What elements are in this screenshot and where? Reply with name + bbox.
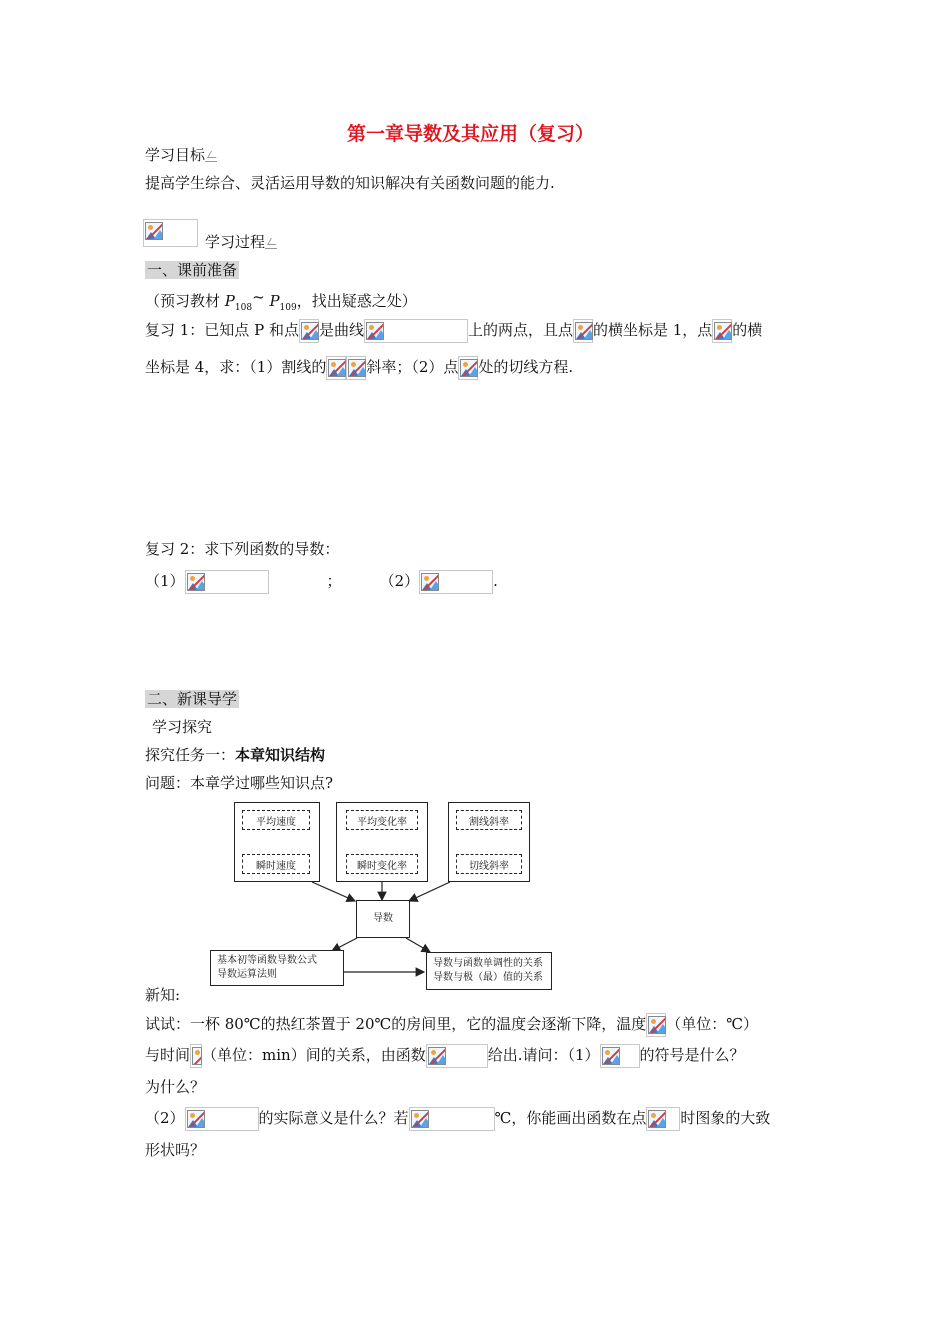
review1-line1: [145, 318, 762, 343]
diagram-bottom-left-line1: 基本初等函数导数公式: [217, 955, 317, 966]
image-placeholder-icon: [185, 570, 269, 594]
image-placeholder-icon: [419, 570, 493, 594]
try-text-c: 与时间: [145, 1046, 191, 1064]
diagram-right-bottom: 切线斜率: [456, 854, 522, 874]
page-ref-end: P: [269, 292, 280, 310]
diagram-mid-bottom: 瞬时变化率: [346, 854, 418, 874]
section1-heading-text: 一、课前准备: [147, 261, 238, 279]
review1-text-e: 的横: [732, 321, 763, 339]
page-ref-start: P: [224, 292, 235, 310]
process-heading: [205, 232, 277, 252]
review1-text-h: 处的切线方程.: [478, 358, 574, 376]
try-text-f: 的符号是什么？: [639, 1046, 745, 1064]
image-placeholder-icon: [190, 1044, 202, 1068]
diagram-bottom-left-line2: 导数运算法则: [217, 969, 277, 980]
review1-text-a: 复习 1：已知点 P 和点: [145, 321, 299, 339]
mark-icon: [205, 151, 217, 162]
try-text-e: 给出.请问：（1）: [487, 1046, 600, 1064]
review2-item1-label: （1）: [145, 572, 185, 590]
image-placeholder-icon: [573, 319, 593, 343]
image-placeholder-icon: [143, 219, 198, 247]
try-text-h: （2）: [145, 1109, 185, 1127]
diagram-left-top: 平均速度: [242, 810, 310, 830]
preview-line: [145, 287, 417, 318]
image-placeholder-icon: [426, 1044, 488, 1068]
image-placeholder-icon: [185, 1107, 259, 1131]
diagram-center: 导数: [356, 900, 410, 938]
process-heading-text: 学习过程: [205, 233, 266, 251]
preview-open: （预习教材: [145, 292, 221, 310]
image-placeholder-icon: [600, 1044, 640, 1068]
image-placeholder-icon: [326, 356, 346, 380]
page-ref-end-number: 109: [279, 303, 297, 313]
review1-text-d: 的横坐标是 1，点: [592, 321, 713, 339]
image-placeholder-icon: [364, 319, 468, 343]
review1-text-g: 斜率；（2）点: [366, 358, 459, 376]
diagram-mid-top: 平均变化率: [346, 810, 418, 830]
image-placeholder-icon: [409, 1107, 495, 1131]
review2-items: [145, 569, 498, 594]
review1-text-f: 坐标是 4，求：（1）割线的: [145, 358, 327, 376]
section2-heading-text: 二、新课导学: [147, 690, 238, 708]
knowledge-structure-diagram: [192, 800, 577, 996]
try-line3: 为什么？: [145, 1078, 206, 1096]
image-placeholder-icon: [458, 356, 478, 380]
tilde: ~: [252, 288, 265, 306]
review2-item2-label: （2）: [379, 572, 420, 590]
preview-close: ，找出疑惑之处）: [296, 292, 417, 310]
review2-separator: ；: [326, 572, 342, 590]
goal-heading-text: 学习目标: [145, 146, 206, 164]
diagram-bottom-left: [210, 950, 344, 986]
image-placeholder-icon: [646, 1107, 680, 1131]
new-knowledge-label: 新知:: [145, 986, 181, 1004]
image-placeholder-icon: [646, 1013, 666, 1037]
mark-icon: [265, 238, 277, 249]
diagram-bottom-right-line2: 导数与极（最）值的关系: [433, 972, 543, 983]
process-image: [143, 219, 198, 247]
review2-heading: 复习 2：求下列函数的导数：: [145, 540, 340, 558]
try-line4: [145, 1106, 770, 1131]
diagram-right-top: 割线斜率: [456, 810, 522, 830]
review1-text-c: 上的两点，且点: [467, 321, 573, 339]
diagram-bottom-right-line1: 导数与函数单调性的关系: [433, 958, 543, 969]
review2-end: .: [493, 572, 498, 590]
image-placeholder-icon: [299, 319, 319, 343]
task-title: 本章知识结构: [235, 746, 326, 764]
explore-heading: 学习探究: [152, 718, 213, 736]
try-line5: 形状吗？: [145, 1141, 206, 1159]
goal-text: 提高学生综合、灵活运用导数的知识解决有关函数问题的能力.: [145, 174, 555, 192]
goal-heading: [145, 145, 217, 165]
section2-heading: [145, 689, 239, 709]
try-text-a: 试试：一杯 80℃的热红茶置于 20℃的房间里，它的温度会逐渐下降，温度: [145, 1015, 647, 1033]
try-text-b: （单位：℃）: [666, 1015, 759, 1033]
image-placeholder-icon: [712, 319, 732, 343]
try-text-i: 的实际意义是什么？若: [258, 1109, 409, 1127]
try-text-d: （单位：min）间的关系，由函数: [202, 1046, 426, 1064]
task-prefix: 探究任务一：: [145, 746, 236, 764]
review1-line2: [145, 355, 573, 380]
try-text-k: 时图象的大致: [680, 1109, 771, 1127]
diagram-bottom-right: [426, 952, 552, 990]
try-line1: [145, 1012, 758, 1037]
try-text-j: ℃，你能画出函数在点: [494, 1109, 647, 1127]
section1-heading: [145, 260, 239, 280]
page-ref-start-number: 108: [234, 303, 253, 313]
question-line: 问题：本章学过哪些知识点?: [145, 774, 334, 792]
review1-text-b: 是曲线: [318, 321, 364, 339]
task-line: [145, 745, 325, 765]
image-placeholder-icon: [346, 356, 366, 380]
try-line2: [145, 1043, 745, 1068]
diagram-left-bottom: 瞬时速度: [242, 854, 310, 874]
page-title: 第一章导数及其应用（复习）: [347, 123, 595, 145]
